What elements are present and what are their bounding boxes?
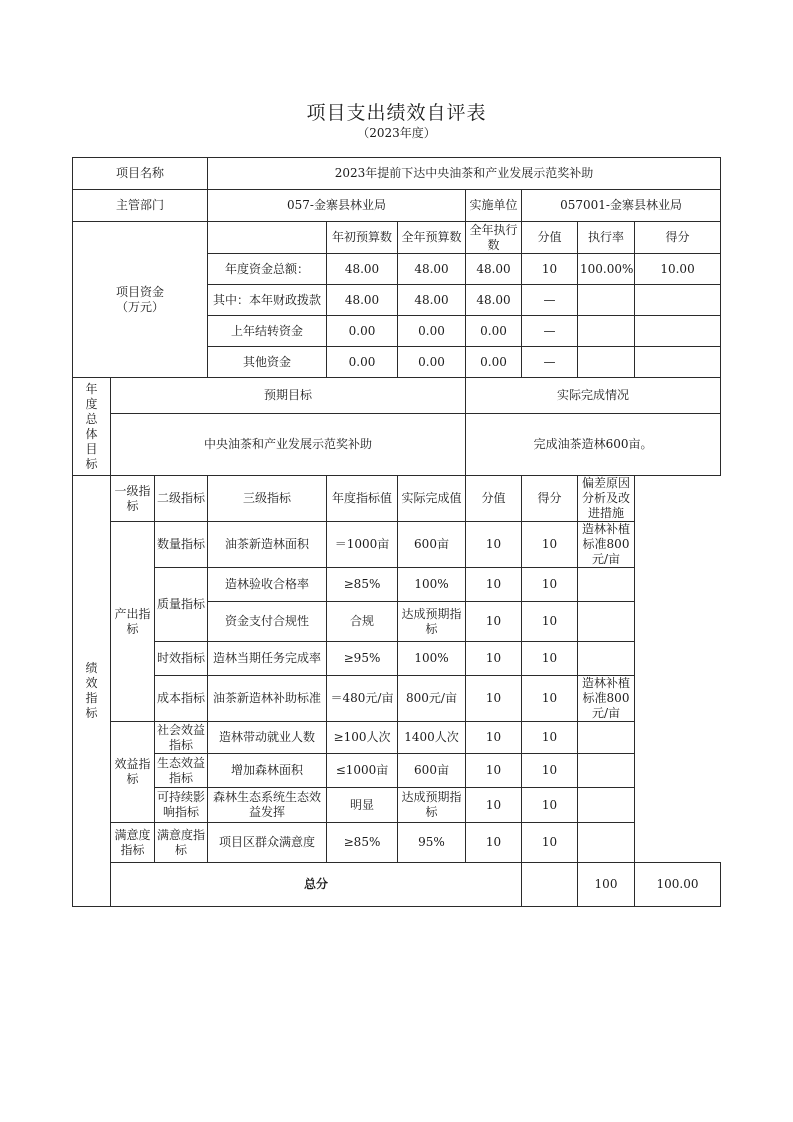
- perf-header-cell: 一级指标: [111, 476, 155, 522]
- funds-row-label: 上年结转资金: [208, 316, 327, 347]
- perf-actual: 100%: [398, 568, 466, 602]
- perf-l3: 资金支付合规性: [208, 602, 327, 642]
- funds-cell: 0.00: [327, 347, 398, 378]
- perf-header-cell: 年度指标值: [327, 476, 398, 522]
- funds-cell: 0.00: [398, 316, 466, 347]
- goals-content-row: [73, 414, 721, 476]
- total-row: [73, 863, 721, 907]
- perf-score: 10: [522, 676, 578, 722]
- perf-l3: 造林带动就业人数: [208, 722, 327, 754]
- level1-output: 产出指标: [111, 522, 155, 722]
- perf-score: 10: [522, 522, 578, 568]
- funds-cell: [635, 347, 721, 378]
- funds-cell: 0.00: [398, 347, 466, 378]
- funds-header-cell: 执行率: [578, 222, 635, 254]
- perf-score-max: 10: [466, 602, 522, 642]
- total-score: 100.00: [635, 863, 721, 907]
- funds-cell: 48.00: [398, 285, 466, 316]
- self-evaluation-table: [72, 157, 721, 907]
- project-name-value: 2023年提前下达中央油茶和产业发展示范奖补助: [208, 158, 721, 190]
- funds-row-label: 年度资金总额：: [208, 254, 327, 285]
- goals-expected-value: 中央油茶和产业发展示范奖补助: [111, 414, 466, 476]
- funds-header-cell: 分值: [522, 222, 578, 254]
- funds-label: 项目资金 （万元）: [73, 222, 208, 378]
- level2-eco: 生态效益指标: [155, 754, 208, 788]
- perf-score: 10: [522, 568, 578, 602]
- project-name-row: [73, 158, 721, 190]
- level2-quality: 质量指标: [155, 568, 208, 642]
- department-row: [73, 190, 721, 222]
- funds-cell: 48.00: [327, 285, 398, 316]
- perf-score: 10: [522, 823, 578, 863]
- perf-score-max: 10: [466, 568, 522, 602]
- perf-score: 10: [522, 788, 578, 823]
- perf-score-max: 10: [466, 754, 522, 788]
- perf-l3: 油茶新造林补助标准: [208, 676, 327, 722]
- level2-sustain: 可持续影响指标: [155, 788, 208, 823]
- goals-label: 年 度 总 体 目 标: [73, 378, 111, 476]
- perf-target: ≥100人次: [327, 722, 398, 754]
- perf-score: 10: [522, 642, 578, 676]
- perf-score-max: 10: [466, 676, 522, 722]
- level2-satisfaction: 满意度指标: [155, 823, 208, 863]
- total-label: 总分: [111, 863, 522, 907]
- total-blank: [522, 863, 578, 907]
- level2-quantity: 数量指标: [155, 522, 208, 568]
- perf-target: ≤1000亩: [327, 754, 398, 788]
- perf-actual: 600亩: [398, 522, 466, 568]
- perf-row: [73, 642, 721, 676]
- perf-l3: 增加森林面积: [208, 754, 327, 788]
- perf-target: ≥85%: [327, 568, 398, 602]
- funds-cell: 10: [522, 254, 578, 285]
- funds-cell: [578, 316, 635, 347]
- unit-label: 实施单位: [466, 190, 522, 222]
- perf-note: 造林补植标准800元/亩: [578, 522, 635, 568]
- perf-l3: 造林验收合格率: [208, 568, 327, 602]
- perf-actual: 800元/亩: [398, 676, 466, 722]
- perf-score-max: 10: [466, 788, 522, 823]
- funds-header-cell: 全年预算数: [398, 222, 466, 254]
- goals-actual-label: 实际完成情况: [466, 378, 721, 414]
- funds-cell: 0.00: [466, 316, 522, 347]
- funds-row-label: 其他资金: [208, 347, 327, 378]
- perf-actual: 95%: [398, 823, 466, 863]
- perf-note: [578, 823, 635, 863]
- perf-l3: 造林当期任务完成率: [208, 642, 327, 676]
- funds-header-cell: 得分: [635, 222, 721, 254]
- funds-cell: 48.00: [327, 254, 398, 285]
- perf-score: 10: [522, 722, 578, 754]
- perf-score-max: 10: [466, 522, 522, 568]
- perf-l3: 项目区群众满意度: [208, 823, 327, 863]
- project-name-label: 项目名称: [73, 158, 208, 190]
- perf-note: [578, 602, 635, 642]
- dept-value: 057-金寨县林业局: [208, 190, 466, 222]
- funds-header-blank: [208, 222, 327, 254]
- funds-cell: [635, 316, 721, 347]
- perf-header-cell: 实际完成值: [398, 476, 466, 522]
- perf-target: ＝1000亩: [327, 522, 398, 568]
- perf-label: 绩 效 指 标: [73, 476, 111, 907]
- goals-header-row: [73, 378, 721, 414]
- perf-actual: 达成预期指标: [398, 788, 466, 823]
- funds-cell: 0.00: [466, 347, 522, 378]
- perf-note: [578, 754, 635, 788]
- page-title: 项目支出绩效自评表: [306, 102, 487, 124]
- level2-cost: 成本指标: [155, 676, 208, 722]
- perf-actual: 100%: [398, 642, 466, 676]
- total-score-max: 100: [578, 863, 635, 907]
- perf-actual: 达成预期指标: [398, 602, 466, 642]
- funds-cell: —: [522, 316, 578, 347]
- unit-value: 057001-金寨县林业局: [522, 190, 721, 222]
- perf-header-cell: 得分: [522, 476, 578, 522]
- goals-actual-value: 完成油茶造林600亩。: [466, 414, 721, 476]
- perf-note: 造林补植标准800元/亩: [578, 676, 635, 722]
- perf-header-cell: 分值: [466, 476, 522, 522]
- funds-cell: [578, 285, 635, 316]
- perf-target: ＝480元/亩: [327, 676, 398, 722]
- perf-target: ≥95%: [327, 642, 398, 676]
- perf-score: 10: [522, 754, 578, 788]
- perf-l3: 油茶新造林面积: [208, 522, 327, 568]
- perf-header-cell: 二级指标: [155, 476, 208, 522]
- funds-cell: 10.00: [635, 254, 721, 285]
- perf-row: [73, 676, 721, 722]
- perf-actual: 1400人次: [398, 722, 466, 754]
- page-subtitle-year: （2023年度）: [357, 126, 436, 140]
- perf-note: [578, 642, 635, 676]
- dept-label: 主管部门: [73, 190, 208, 222]
- level1-benefit: 效益指标: [111, 722, 155, 823]
- funds-cell: 48.00: [398, 254, 466, 285]
- perf-score-max: 10: [466, 642, 522, 676]
- level2-social: 社会效益指标: [155, 722, 208, 754]
- perf-target: 明显: [327, 788, 398, 823]
- funds-cell: [635, 285, 721, 316]
- funds-cell: 48.00: [466, 254, 522, 285]
- perf-actual: 600亩: [398, 754, 466, 788]
- goals-expected-label: 预期目标: [111, 378, 466, 414]
- funds-cell: 48.00: [466, 285, 522, 316]
- funds-cell: —: [522, 347, 578, 378]
- perf-score-max: 10: [466, 722, 522, 754]
- perf-target: 合规: [327, 602, 398, 642]
- perf-l3: 森林生态系统生态效益发挥: [208, 788, 327, 823]
- perf-target: ≥85%: [327, 823, 398, 863]
- funds-header-row: [73, 222, 721, 254]
- level1-satisfaction: 满意度指标: [111, 823, 155, 863]
- perf-row: [73, 522, 721, 568]
- perf-note: [578, 568, 635, 602]
- perf-header-cell: 三级指标: [208, 476, 327, 522]
- funds-cell: 100.00%: [578, 254, 635, 285]
- perf-row: [73, 788, 721, 823]
- perf-score: 10: [522, 602, 578, 642]
- perf-row: [73, 568, 721, 602]
- funds-header-cell: 全年执行数: [466, 222, 522, 254]
- funds-cell: [578, 347, 635, 378]
- level2-timeliness: 时效指标: [155, 642, 208, 676]
- funds-cell: —: [522, 285, 578, 316]
- funds-header-cell: 年初预算数: [327, 222, 398, 254]
- perf-row: [73, 823, 721, 863]
- funds-cell: 0.00: [327, 316, 398, 347]
- perf-note: [578, 722, 635, 754]
- perf-row: [73, 722, 721, 754]
- perf-header-cell: 偏差原因分析及改进措施: [578, 476, 635, 522]
- funds-row-label: 其中：本年财政拨款: [208, 285, 327, 316]
- perf-header-row: [73, 476, 721, 522]
- perf-score-max: 10: [466, 823, 522, 863]
- perf-row: [73, 754, 721, 788]
- perf-note: [578, 788, 635, 823]
